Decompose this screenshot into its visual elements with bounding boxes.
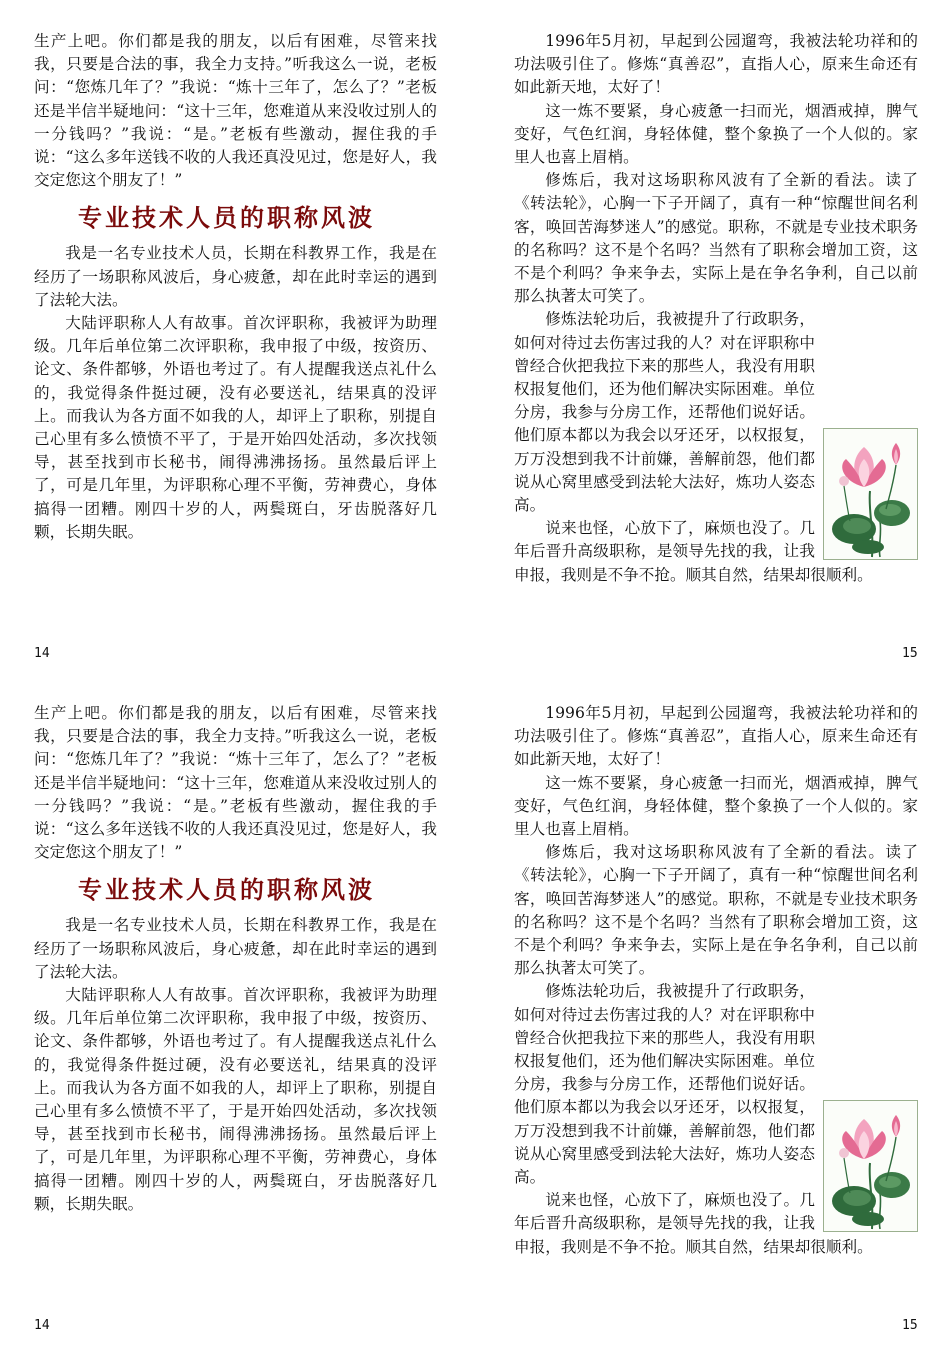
article-heading: 专业技术人员的职称风波 xyxy=(78,203,375,233)
paragraph: 这一炼不要紧，身心疲惫一扫而光，烟酒戒掉，脾气变好，气色红润，身轻体健，整个象换了一个人似的。家里人也喜上眉梢。 xyxy=(514,773,918,839)
spread-bottom xyxy=(0,672,950,1344)
paragraph: 1996年5月初，早起到公园遛弯，我被法轮功祥和的功法吸引住了。修炼“真善忍”，直指人心，原来生命还有如此新天地，太好了！ xyxy=(514,32,918,97)
left-page xyxy=(34,702,437,1216)
paragraph: 生产上吧。你们都是我的朋友，以后有困难，尽管来找我，只要是合法的事，我全力支持。”听我这么一说，老板问：“您炼几年了？”我说：“炼十三年了，怎么了？”老板还是半信半疑地问：“这十三年，您难道从来没收过别人的一分钱吗？”我说：“是。”老板有些激动，握住我的手说：“这么多年送钱不收的人我还真没见过，您是好人，我交定您这个朋友了！” xyxy=(34,704,437,862)
right-page xyxy=(514,702,918,1259)
lotus-icon xyxy=(824,1101,917,1231)
spread-top xyxy=(0,0,950,672)
paragraph: 生产上吧。你们都是我的朋友，以后有困难，尽管来找我，只要是合法的事，我全力支持。”听我这么一说，老板问：“您炼几年了？”我说：“炼十三年了，怎么了？”老板还是半信半疑地问：“这十三年，您难道从来没收过别人的一分钱吗？”我说：“是。”老板有些激动，握住我的手说：“这么多年送钱不收的人我还真没见过，您是好人，我交定您这个朋友了！” xyxy=(34,32,437,190)
paragraph: 修炼法轮功后，我被提升了行政职务，如何对待过去伤害过我的人？对在评职称中曾经合伙把我拉下来的那些人，我没有用职权报复他们，还为他们解决实际困难。单位分房，我参与分房工作，还帮他们说好话。他们原本都以为我会以牙还牙，以权报复，万万没想到我不计前嫌，善解前怨，他们都说从心窝里感受到法轮大法好，炼功人姿态高。 xyxy=(514,982,815,1187)
paragraph: 我是一名专业技术人员，长期在科教界工作，我是在经历了一场职称风波后，身心疲惫，却在此时幸运的遇到了法轮大法。 xyxy=(34,916,437,981)
article-heading: 专业技术人员的职称风波 xyxy=(78,875,375,905)
paragraph: 修炼后，我对这场职称风波有了全新的看法。读了《转法轮》，心胸一下子开阔了，真有一种“惊醒世间名利客，唤回苦海梦迷人”的感觉。职称，不就是专业技术职务的名称吗？这不是个名吗？当然有了职称会增加工资，这不是个利吗？争来争去，实际上是在争名争利，自己以前那么执著太可笑了。 xyxy=(514,171,918,306)
paragraph: 我是一名专业技术人员，长期在科教界工作，我是在经历了一场职称风波后，身心疲惫，却在此时幸运的遇到了法轮大法。 xyxy=(34,244,437,309)
lotus-icon xyxy=(824,429,917,559)
lotus-flower-illustration xyxy=(823,1100,918,1232)
page-number: 14 xyxy=(34,646,50,661)
right-page xyxy=(514,30,918,587)
paragraph: 说来也怪，心放下了，麻烦也没了。几年后晋升高级职称，是领导先找的我，让我申报，我则是不争不抢。顺其自然，结果却很顺利。 xyxy=(514,1191,873,1256)
paragraph: 大陆评职称人人有故事。首次评职称，我被评为助理级。几年后单位第二次评职称，我申报了中级，按资历、论文、条件都够，外语也考过了。有人提醒我送点礼什么的，我觉得条件挺过硬，没有必要送礼，结果真的没评上。而我认为各方面不如我的人，却评上了职称，别提自己心里有多么愤愤不平了，于是开始四处活动，多次找领导，甚至找到市长秘书，闹得沸沸扬扬。虽然最后评上了，可是几年里，为评职称心理不平衡，劳神费心，身体搞得一团糟。刚四十岁的人，两鬓斑白，牙齿脱落好几颗，长期失眠。 xyxy=(34,314,437,541)
paragraph: 1996年5月初，早起到公园遛弯，我被法轮功祥和的功法吸引住了。修炼“真善忍”，直指人心，原来生命还有如此新天地，太好了！ xyxy=(514,704,918,769)
left-page xyxy=(34,30,437,544)
page-number: 15 xyxy=(902,1318,918,1333)
paragraph: 修炼法轮功后，我被提升了行政职务，如何对待过去伤害过我的人？对在评职称中曾经合伙把我拉下来的那些人，我没有用职权报复他们，还为他们解决实际困难。单位分房，我参与分房工作，还帮他们说好话。他们原本都以为我会以牙还牙，以权报复，万万没想到我不计前嫌，善解前怨，他们都说从心窝里感受到法轮大法好，炼功人姿态高。 xyxy=(514,310,815,515)
paragraph: 修炼后，我对这场职称风波有了全新的看法。读了《转法轮》，心胸一下子开阔了，真有一种“惊醒世间名利客，唤回苦海梦迷人”的感觉。职称，不就是专业技术职务的名称吗？这不是个名吗？当然有了职称会增加工资，这不是个利吗？争来争去，实际上是在争名争利，自己以前那么执著太可笑了。 xyxy=(514,843,918,978)
page-number: 14 xyxy=(34,1318,50,1333)
lotus-flower-illustration xyxy=(823,428,918,560)
page-number: 15 xyxy=(902,646,918,661)
paragraph: 说来也怪，心放下了，麻烦也没了。几年后晋升高级职称，是领导先找的我，让我申报，我则是不争不抢。顺其自然，结果却很顺利。 xyxy=(514,519,873,584)
paragraph: 这一炼不要紧，身心疲惫一扫而光，烟酒戒掉，脾气变好，气色红润，身轻体健，整个象换了一个人似的。家里人也喜上眉梢。 xyxy=(514,101,918,167)
paragraph: 大陆评职称人人有故事。首次评职称，我被评为助理级。几年后单位第二次评职称，我申报了中级，按资历、论文、条件都够，外语也考过了。有人提醒我送点礼什么的，我觉得条件挺过硬，没有必要送礼，结果真的没评上。而我认为各方面不如我的人，却评上了职称，别提自己心里有多么愤愤不平了，于是开始四处活动，多次找领导，甚至找到市长秘书，闹得沸沸扬扬。虽然最后评上了，可是几年里，为评职称心理不平衡，劳神费心，身体搞得一团糟。刚四十岁的人，两鬓斑白，牙齿脱落好几颗，长期失眠。 xyxy=(34,986,437,1213)
